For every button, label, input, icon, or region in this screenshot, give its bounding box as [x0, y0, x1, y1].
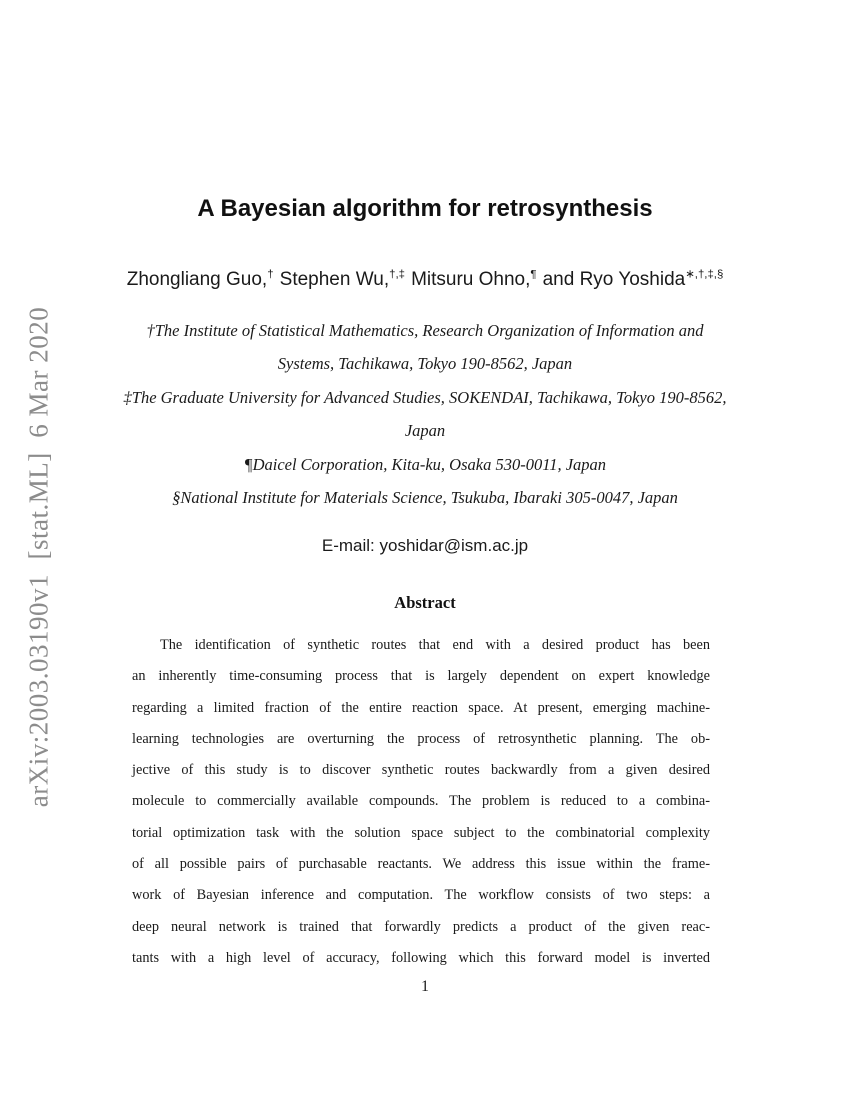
page-number: 1: [421, 978, 429, 995]
affiliation-line: Japan: [404, 421, 446, 441]
email-label: E-mail:: [321, 536, 375, 555]
abstract-line: The identification of synthetic routes that end with a desired product has been: [160, 637, 710, 653]
abstract-line: jective of this study is to discover synthetic routes backwardly from a given desired: [132, 762, 710, 779]
affiliation-line: §National Institute for Materials Science, Tsukuba, Ibaraki 305-0047, Japan: [172, 488, 678, 508]
abstract-line: deep neural network is trained that forwardly predicts a product of the given reac-: [132, 918, 710, 935]
email-line: [0, 534, 850, 558]
author-affiliation-marks: †: [267, 268, 274, 281]
affiliation-line: ‡The Graduate University for Advanced Studies, SOKENDAI, Tachikawa, Tokyo 190-8562,: [123, 387, 727, 407]
author-affiliation-marks: ∗,†,‡,§: [685, 268, 724, 281]
abstract-line: learning technologies are overturning the process of retrosynthetic planning. The ob-: [132, 730, 710, 747]
author-name: Zhongliang Guo,†: [126, 268, 274, 290]
email-address: yoshidar@ism.ac.jp: [379, 536, 529, 555]
arxiv-watermark: arXiv:2003.03190v1 [stat.ML] 6 Mar 2020: [23, 306, 54, 808]
abstract-line: work of Bayesian inference and computation. The workflow consists of two steps: a: [132, 887, 710, 904]
abstract-line: molecule to commercially available compounds. The problem is reduced to a combina-: [132, 793, 710, 810]
author-affiliation-marks: †,‡: [389, 268, 405, 281]
paper-title: A Bayesian algorithm for retrosynthesis: [197, 195, 653, 222]
affiliation-line: †The Institute of Statistical Mathematics, Research Organization of Information and: [146, 321, 704, 340]
author-affiliation-marks: ¶: [530, 268, 537, 281]
abstract-line: regarding a limited fraction of the entire reaction space. At present, emerging machine-: [132, 699, 710, 716]
abstract-line: tants with a high level of accuracy, following which this forward model is inverted: [132, 949, 710, 966]
author-name: Stephen Wu,†,‡: [279, 268, 405, 290]
abstract-line: an inherently time-consuming process that is largely dependent on expert knowledge: [132, 668, 710, 685]
abstract-heading: Abstract: [394, 593, 456, 612]
affiliation-line: ¶Daicel Corporation, Kita-ku, Osaka 530-0011, Japan: [243, 454, 607, 474]
author-name: Mitsuru Ohno,¶: [411, 268, 537, 290]
abstract-text: [132, 630, 710, 974]
abstract-line: of all possible pairs of purchasable reactants. We address this issue within the frame-: [132, 856, 710, 873]
abstract-line: torial optimization task with the solution space subject to the combinatorial complexity: [132, 824, 710, 841]
author-name: and Ryo Yoshida∗,†,‡,§: [542, 268, 724, 290]
affiliation-line: Systems, Tachikawa, Tokyo 190-8562, Japan: [277, 354, 573, 374]
author-line: [0, 265, 850, 295]
affiliations-block: [85, 314, 765, 514]
